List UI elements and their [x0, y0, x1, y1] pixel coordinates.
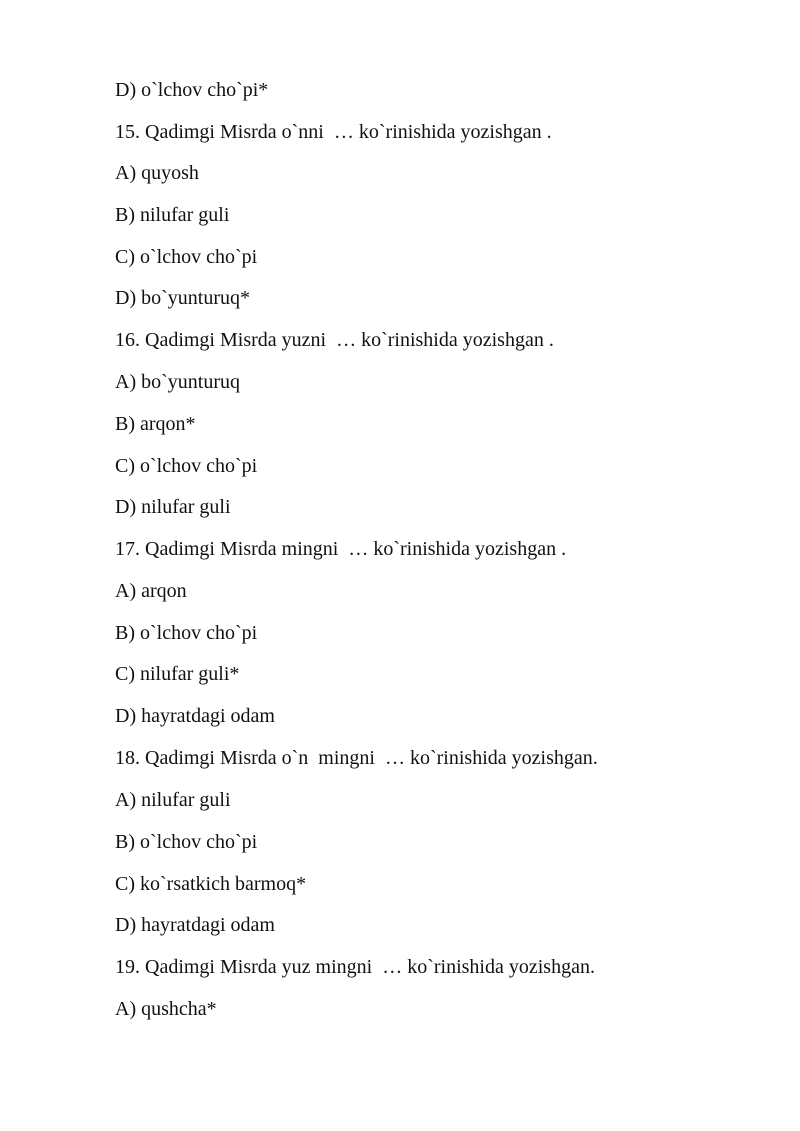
answer-option-b: B) nilufar guli	[115, 204, 230, 226]
answer-option-a: A) nilufar guli	[115, 789, 231, 811]
answer-option-a: A) bo`yunturuq	[115, 371, 240, 393]
question-19: 19. Qadimgi Misrda yuz mingni … ko`rinishida yozishgan.	[115, 956, 595, 978]
answer-option-a: A) arqon	[115, 580, 187, 602]
answer-option-d: D) bo`yunturuq*	[115, 287, 250, 309]
answer-option-c: C) o`lchov cho`pi	[115, 455, 258, 477]
answer-option-b: B) o`lchov cho`pi	[115, 831, 258, 853]
question-17: 17. Qadimgi Misrda mingni … ko`rinishida yozishgan .	[115, 538, 567, 560]
answer-option-d: D) nilufar guli	[115, 496, 231, 518]
question-15: 15. Qadimgi Misrda o`nni … ko`rinishida yozishgan .	[115, 121, 552, 143]
answer-option-a: A) qushcha*	[115, 998, 217, 1020]
answer-option-a: A) quyosh	[115, 162, 199, 184]
answer-option-c: C) nilufar guli*	[115, 663, 240, 685]
answer-option-d: D) hayratdagi odam	[115, 705, 275, 727]
answer-option-c: C) o`lchov cho`pi	[115, 246, 258, 268]
answer-option-d: D) o`lchov cho`pi*	[115, 79, 269, 101]
answer-option-b: B) o`lchov cho`pi	[115, 622, 258, 644]
question-18: 18. Qadimgi Misrda o`n mingni … ko`rinishida yozishgan.	[115, 747, 598, 769]
answer-option-b: B) arqon*	[115, 413, 196, 435]
question-16: 16. Qadimgi Misrda yuzni … ko`rinishida yozishgan .	[115, 329, 554, 351]
answer-option-d: D) hayratdagi odam	[115, 914, 275, 936]
answer-option-c: C) ko`rsatkich barmoq*	[115, 873, 307, 895]
